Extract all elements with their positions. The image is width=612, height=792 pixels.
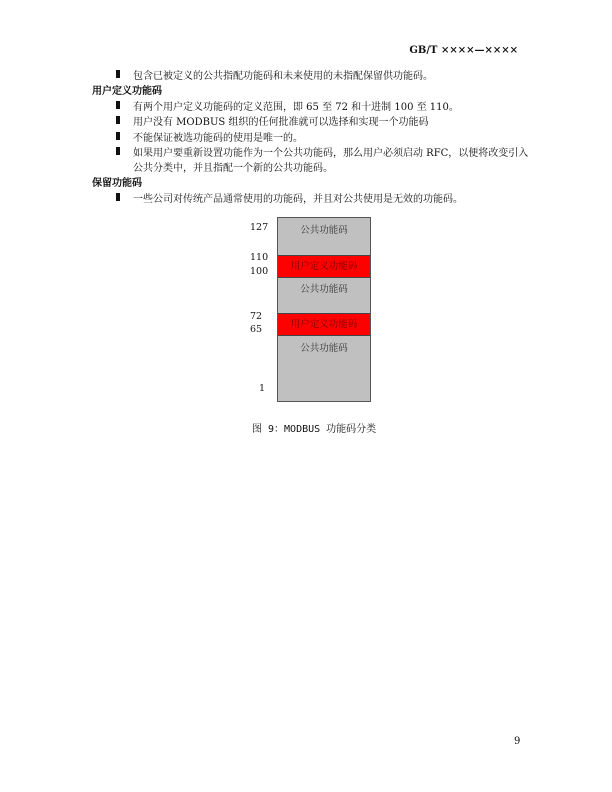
- public-range-label: 公共功能码: [300, 343, 348, 354]
- bullet-text: 一些公司对传统产品通常使用的功能码，并且对公共使用是无效的功能码。: [133, 194, 463, 205]
- code-label-110: 110: [250, 252, 269, 263]
- bullet-text: 有两个用户定义功能码的定义范围，即 65 至 72 和十进制 100 至 110。: [133, 102, 459, 113]
- figure-caption: 图 9：MODBUS 功能码分类: [252, 424, 377, 435]
- user-range-label: 用户定义功能码: [290, 319, 358, 330]
- bullet-icon: [116, 193, 120, 201]
- user-defined-band-100-110: [278, 255, 370, 278]
- bullet-text: 不能保证被选功能码的使用是唯一的。: [133, 133, 303, 144]
- code-label-65: 65: [250, 324, 263, 335]
- code-label-127: 127: [250, 222, 269, 233]
- bullet-icon: [116, 147, 120, 155]
- bullet-icon: [116, 132, 120, 140]
- section-heading: 用户定义功能码: [92, 86, 162, 97]
- bullet-text: 用户没有 MODBUS 组织的任何批准就可以选择和实现一个功能码: [133, 117, 429, 128]
- function-code-diagram: [277, 217, 371, 402]
- code-label-1: 1: [259, 383, 266, 394]
- section-heading: 保留功能码: [92, 178, 142, 189]
- page-number: 9: [514, 736, 521, 747]
- user-range-label: 用户定义功能码: [290, 261, 358, 272]
- public-range-label: 公共功能码: [300, 225, 348, 236]
- bullet-text: 如果用户要重新设置功能作为一个公共功能码，那么用户必须启动 RFC，以便将改变引入: [133, 148, 529, 159]
- intro-bullet-text: 包含已被定义的公共指配功能码和未来使用的未指配保留供功能码。: [133, 71, 433, 82]
- page-header: GB/T ××××—××××: [409, 45, 518, 56]
- code-label-100: 100: [250, 266, 269, 277]
- code-label-72: 72: [250, 311, 263, 322]
- bullet-icon: [116, 70, 120, 78]
- public-range-label: 公共功能码: [300, 284, 348, 295]
- bullet-icon: [116, 101, 120, 109]
- user-defined-band-65-72: [278, 313, 370, 336]
- bullet-icon: [116, 116, 120, 124]
- bullet-text-continuation: 公共分类中，并且指配一个新的公共功能码。: [133, 163, 333, 174]
